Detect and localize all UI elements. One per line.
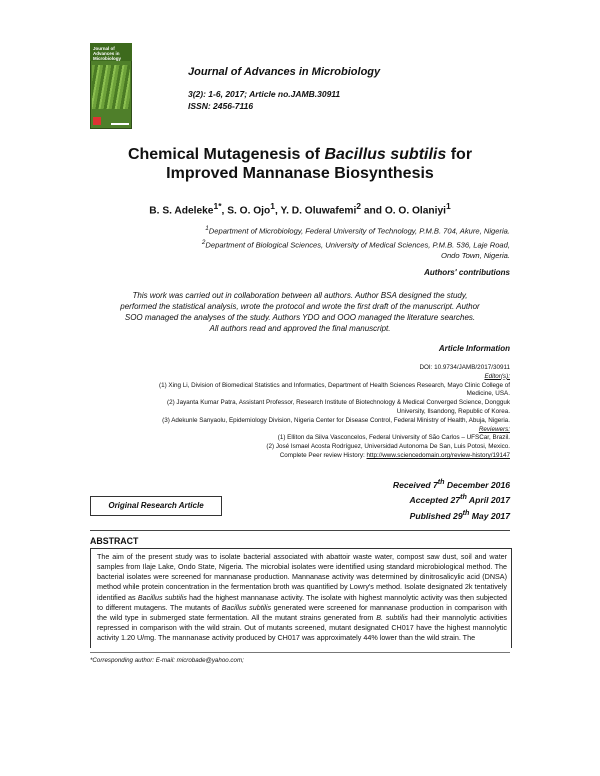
published-date: Published 29th May 2017 xyxy=(409,508,510,521)
reviewers-label: Reviewers: xyxy=(478,425,510,433)
received-date: Received 7th December 2016 xyxy=(392,478,510,490)
article-type-badge: Original Research Article xyxy=(90,496,222,516)
doi: DOI: 10.9734/JAMB/2017/30911 xyxy=(419,364,510,371)
author-name: Y. D. Oluwafemi xyxy=(280,205,357,217)
journal-citation: 3(2): 1-6, 2017; Article no.JAMB.30911 xyxy=(188,89,341,99)
journal-name: Journal of Advances in Microbiology xyxy=(188,66,381,78)
review-history-link[interactable]: http://www.sciencedomain.org/review-history/19147 xyxy=(366,451,510,459)
author-name: S. O. Ojo xyxy=(227,205,271,217)
review-history: Complete Peer review History: http://www.sciencedomain.org/review-history/19147 xyxy=(279,451,510,459)
accepted-date: Accepted 27th April 2017 xyxy=(409,493,510,506)
editors-label: Editor(s): xyxy=(484,372,510,380)
corresponding-author-footnote: *Corresponding author: E-mail: microbade@yahoo.com; xyxy=(90,657,244,664)
author-list: B. S. Adeleke$^{1*}$, S. O. Ojo$^1$, Y. D. Oluwafemi$^2$ and O. O. Olaniyi$^1$ xyxy=(149,201,451,217)
article-info-heading: Article Information xyxy=(438,344,510,353)
abstract-box: The aim of the present study was to isolate bacterial associated with abattoir waste water, compost saw dust, soil and water samples from Ilaje Lake, Ondo State, Nigeria. The microbial isolates were identified using standard microbiological method. The bacterial isolates were screened for mannanase production. Mannanase activity was determined by dinitrosalicylic acid (DNSA) method while protein concentration in the fermentation broth was quantified by Lowry's method. Isolate designated 2k tentatively identified as Bacillus subtilis had the highest mannanase activity. The isolate with highest mannolytic activity was then subjected to different mutagens. The mutants of Bacillus subtilis generated were screened for mannanase production in comparison with the wild type in submerged state fermentation. All the mutant strains generated from B. subtilis had their mannolytic activities repressed in comparison with the wild strain. Out of mutants screened, mutant designated CH017 have the highest mannolytic activity 1.20 U/mg. The mannanase activity produced by CH017 was approximately 44% lower than the wild strain. The xyxy=(90,548,512,648)
cover-title: Journal of Advances in Microbiology xyxy=(93,46,121,61)
article-dates xyxy=(393,476,510,522)
journal-issn: ISSN: 2456-7116 xyxy=(188,101,254,111)
author-name: B. S. Adeleke xyxy=(149,205,214,217)
contributions-text: This work was carried out in collaboration between all authors. Author BSA designed the study, performed the statistical analysis, wrote the protocol and wrote the first draft of the manuscript. Author SOO managed the analyses of the study. Authors YDO and OOO managed the literature searches. All authors read and approved the final manuscript. xyxy=(120,291,480,333)
article-info-block: DOI: 10.9734/JAMB/2017/30911 Editor(s): (1) Xing Li, Division of Biomedical Statistics and Informatics, Department of Health Sciences Research, Mayo Clinic College of Medicine, USA. (2) Jayanta Kumar Patra, Assistant Professor, Research Institute of Biotechnology & Medical Converged Science, Dongguk University, Ilsandong, Republic of Korea. (3) Adekunle Sanyaolu, Epidemiology Division, Nigeria Center for Disease Control, Federal Ministry of Health, Abuja, Nigeria. Reviewers: (1) Elliton da Silva Vasconcelos, Federal University of São Carlos – UFSCar, Brazil. (2) José Ismael Acosta Rodríguez, Universidad Autonoma De San, Luis Potosi, Mexico. Complete Peer review History: http://www.sciencedomain.org/review-history/19147 xyxy=(158,364,510,459)
affiliations: $^1$Department of Microbiology, Federal University of Technology, P.M.B. 704, Akure, Nigeria. $^2$Department of Biological Sciences, University of Medical Sciences, P.M.B. 536, Laje Road, Ondo Town, Nigeria. xyxy=(201,225,510,261)
abstract-heading: ABSTRACT xyxy=(90,536,139,546)
paper-title: Chemical Mutagenesis of Bacillus subtilis for Improved Mannanase Biosynthesis xyxy=(127,146,473,182)
footnote-divider xyxy=(90,652,510,653)
contributions-heading: Authors' contributions xyxy=(424,268,510,277)
author-name: O. O. Olaniyi xyxy=(384,205,446,217)
journal-cover-image xyxy=(90,43,132,129)
publisher-logo-icon xyxy=(93,117,101,125)
divider xyxy=(90,530,510,531)
